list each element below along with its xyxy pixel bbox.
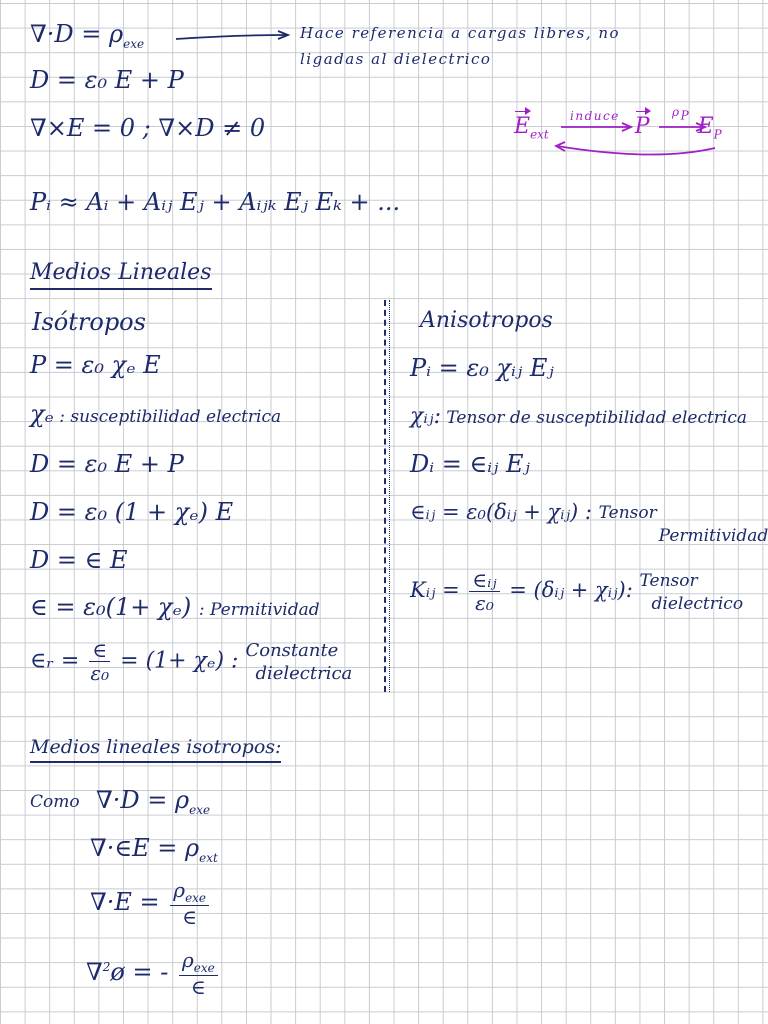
aniso-dielectric-tensor-eq: Kᵢⱼ = $\frac{\text{∈ᵢⱼ}}{\text{ε₀}}$ = (δᵢⱼ + χᵢⱼ): Tensor dielectrico (410, 568, 744, 615)
iso-d-eq1: D = ε₀ E + P (30, 450, 184, 478)
iso-relative-permittivity-eq: ∈ᵣ = $\frac{\in}{\text{ε₀}}$ = (1+ χₑ) : Constante dielectrica (30, 638, 353, 685)
derivation-step1: $\nabla\cdot D = \rho_{exe}$ (96, 786, 211, 817)
derivation-step4: ∇$^2$ø = - $\frac{\rho_{exe}}{\in}$ (86, 950, 221, 997)
section-medios-lineales: Medios Lineales (30, 262, 212, 284)
gauss-law-eq: $\nabla\cdot D = \rho_{exe}$ (30, 20, 145, 51)
p-symbol: P (634, 114, 650, 139)
anisotropos-heading: Anisotropos (420, 308, 553, 333)
derivation-como: Como (30, 792, 80, 812)
induce-label: induce (570, 109, 620, 123)
free-charges-note-line2: ligadas al dielectrico (300, 50, 492, 68)
polarization-series: Pᵢ ≈ Aᵢ + Aᵢⱼ Eⱼ + Aᵢⱼₖ Eⱼ Eₖ + ... (30, 188, 401, 216)
iso-d-eq2: D = ε₀ (1 + χₑ) E (30, 498, 234, 526)
isotropos-heading: Isótropos (32, 308, 146, 336)
column-divider (384, 300, 386, 692)
aniso-chi-definition: χᵢⱼ: Tensor de susceptibilidad electrica (410, 404, 748, 429)
aniso-permittivity-eq: ∈ᵢⱼ = ε₀(δᵢⱼ + χᵢⱼ) : Tensor Permitividad (410, 500, 768, 546)
rho-p-label: $\rho_P$ (672, 105, 691, 123)
derivation-step3: ∇·E = $\frac{\rho_{exe}}{\in}$ (90, 880, 212, 927)
aniso-polarization-eq: Pᵢ = ε₀ χᵢⱼ Eⱼ (410, 354, 554, 382)
ep-symbol: $E_P$ (697, 114, 722, 142)
iso-polarization-eq: P = ε₀ χₑ E (30, 351, 161, 379)
reference-arrow (174, 30, 294, 44)
derivation-step2: ∇·∈E = $\rho_{ext}$ (90, 834, 218, 865)
aniso-d-eq: Dᵢ = ∈ᵢⱼ Eⱼ (410, 450, 530, 478)
displacement-eq: D = ε₀ E + P (30, 66, 184, 94)
iso-permittivity-eq: ∈ = ε₀(1+ χₑ) : Permitividad (30, 593, 320, 621)
iso-chi-definition: χₑ : susceptibilidad electrica (30, 400, 282, 428)
iso-d-eq3: D = ∈ E (30, 546, 128, 574)
column-divider-secondary (389, 300, 390, 692)
section-medios-lineales-isotropos: Medios lineales isotropos: (30, 738, 281, 757)
e-ext-symbol: $E_{ext}$ (514, 114, 549, 142)
free-charges-note-line1: Hace referencia a cargas libres, no (300, 24, 621, 42)
curl-eqs: ∇×E = 0 ; ∇×D ≠ 0 (30, 114, 266, 142)
